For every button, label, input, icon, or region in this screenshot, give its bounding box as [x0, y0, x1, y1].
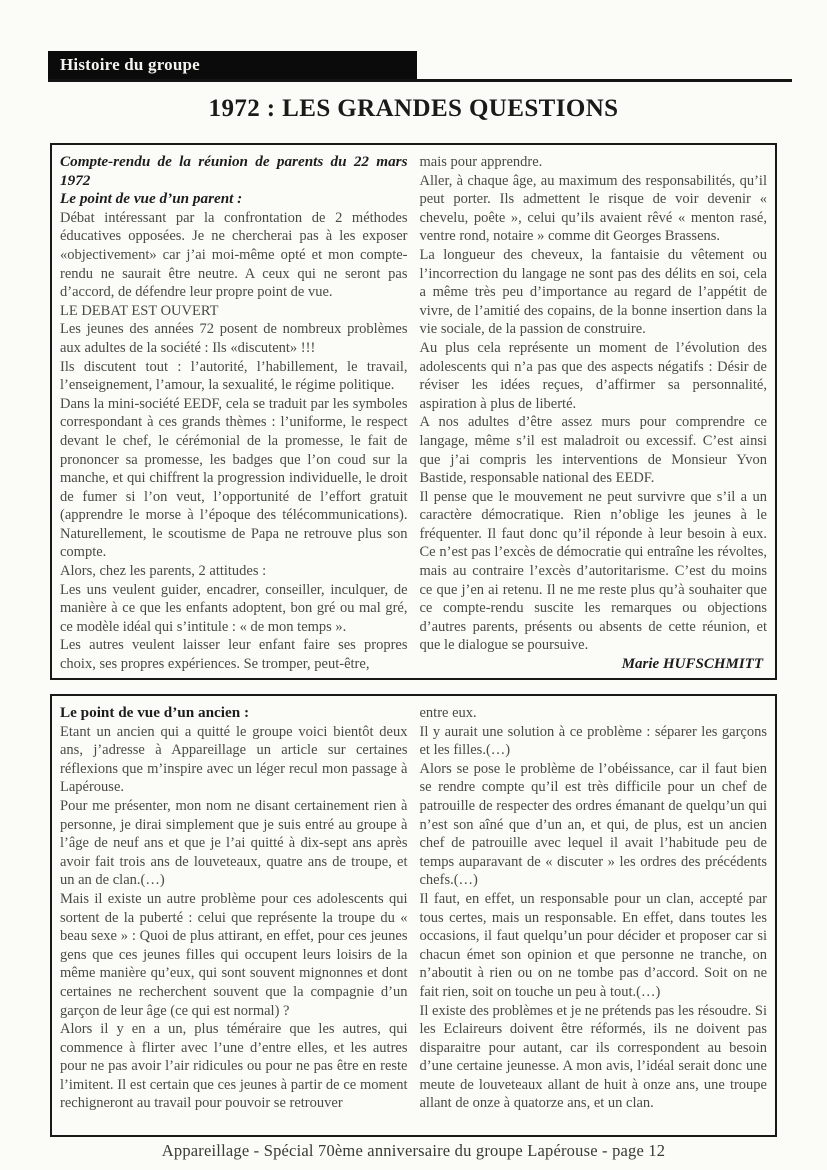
- page-title: 1972 : LES GRANDES QUESTIONS: [208, 95, 619, 122]
- paragraph: Débat intéressant par la confrontation de 2 méthodes éducatives opposées. Je ne chercherai pas à les exposer «objectivement» car j’ai moi-même opté et mon compte-rendu ne saurait être neutre. A ceux qui ne seront pas d’accord, de défendre leur propre point de vue.: [60, 209, 408, 301]
- article1-right-column: [420, 153, 768, 674]
- paragraph: Pour me présenter, mon nom ne disant certainement rien à personne, je dirai simplement que je suis entré au groupe à l’âge de neuf ans et que je l’ai quitté à dix-sept ans après avoir fait trois ans de louveteaux, quatre ans de troupe, et un an de clan.(…): [60, 797, 408, 889]
- paragraph: Dans la mini-société EEDF, cela se traduit par les symboles correspondant à ces grands thèmes : l’uniforme, le respect devant le chef, le cérémonial de la promesse, le fait de prononcer sa promesse, les badges que l’on coud sur la manche, et qui chiffrent la progression individuelle, le droit de fumer si l’on veut, l’opportunité de l’effort gratuit (apprendre le morse à l’époque des télécommunications). Naturellement, le scoutisme de Papa ne retrouve plus son compte.: [60, 395, 408, 561]
- paragraph: LE DEBAT EST OUVERT: [60, 302, 219, 319]
- paragraph: Alors il y en a un, plus téméraire que les autres, qui commence à flirter avec l’une d’entre elles, et les autres pour ne pas avoir l’air ridicules ou pour ne pas être en reste l’imitent. Il est certain que ces jeunes à partir de ce moment rechigneront au travail pour pouvoir se retrouver: [60, 1021, 408, 1112]
- page-footer: Appareillage - Spécial 70ème anniversaire du groupe Lapérouse - page 12: [161, 1141, 666, 1160]
- article2-right-column: [420, 704, 768, 1113]
- paragraph: Les autres veulent laisser leur enfant faire ses propres choix, ses propres expériences. Se tromper, peut-être,: [60, 637, 408, 673]
- article-former-member-box: [50, 694, 777, 1137]
- paragraph: mais pour apprendre.: [419, 154, 543, 170]
- paragraph: Il existe des problèmes et je ne prétends pas les résoudre. Si les Eclaireurs doivent être réformés, ils ne doivent pas disparaitre pour autant, car ils correspondent au besoin d’une certaine jeunesse. A mon avis, l’idéal serait donc une meute de louveteaux allant de huit à onze ans, une troupe allant de onze à quatorze ans, et un clan.: [419, 1002, 767, 1112]
- paragraph: Il faut, en effet, un responsable pour un clan, accepté par tous certes, mais un responsable. En effet, dans toutes les occasions, il faut quelqu’un pour décider et proposer car si chacun émet son opinion et que personne ne tranche, on n’aboutit à rien ou on ne tombe pas d’accord. Soit on ne fait rien, soit on touche un peu à tout.(…): [419, 890, 767, 1000]
- paragraph: Mais il existe un autre problème pour ces adolescents qui sortent de la puberté : celui que représente la troupe du « beau sexe » : Quoi de plus attirant, en effet, pour ces jeunes gens que ces jeunes filles qui occupent leurs loisirs de la même manière qu’eux, qui sont souvent mignonnes et dont certaines ne recherchent souvent que la compagnie d’un garçon de leur âge (ce qui est normal) ?: [60, 890, 408, 1019]
- paragraph: Au plus cela représente un moment de l’évolution des adolescents qui n’a pas que des aspects négatifs : Désir de réviser les idées reçues, d’affirmer sa personnalité, aspiration à plus de liberté.: [419, 339, 767, 412]
- section-header-bar: [48, 51, 417, 80]
- article1-heading-sub: Le point de vue d’un parent :: [60, 190, 243, 208]
- paragraph: Alors, chez les parents, 2 attitudes :: [60, 563, 267, 580]
- header-rule: [48, 79, 792, 82]
- paragraph: Ils discutent tout : l’autorité, l’habillement, le travail, l’enseignement, l’amour, la sexualité, le régime politique.: [60, 358, 408, 394]
- article1-columns: [52, 145, 775, 680]
- paragraph: La longueur des cheveux, la fantaisie du vêtement ou l’incorrection du langage ne sont pas des délits en soi, cela a même très peu d’importance au regard de l’appétit de vivre, de l’amitié des copains, de la bonne insertion dans la vie sociale, de la passion de construire.: [419, 246, 767, 338]
- article2-columns: [52, 696, 775, 1123]
- section-label: Histoire du groupe: [60, 55, 200, 74]
- paragraph: Il pense que le mouvement ne peut survivre que s’il a un caractère démocratique. Rien n’oblige les jeunes à le fréquenter. Il faut donc qu’il réponde à leur besoin à eux. Ce n’est pas l’excès de démocratie qui entraîne les révoltes, mais au contraire l’excès d’autoritarisme. C’est du moins ce que j’en ai retenu. Il ne me reste plus qu’à souhaiter que ce compte-rendu suscite les remarques ou objections d’autres parents, présents ou absents de cette réunion, et que le dialogue se poursuive.: [419, 488, 767, 654]
- paragraph: Aller, à chaque âge, au maximum des responsabilités, qu’il peut porter. Ils admettent le risque de voir devenir « chevelu, poête », celui qu’ils avaient rêvé « menton rasé, ventre rond, notaire » comme dit Georges Brassens.: [419, 172, 767, 245]
- paragraph: entre eux.: [419, 705, 477, 721]
- paragraph: Alors se pose le problème de l’obéissance, car il faut bien se rendre compte qu’il est très difficile pour un chef de patrouille de respecter des ordres émanant de quelqu’un qui n’est son aîné que d’un an, et qui, de plus, est un ancien chef de patrouille avec lequel il avait l’habitude peu de temps auparavant de « discuter » les ordres des précédents chefs.(…): [419, 760, 767, 889]
- paragraph: A nos adultes d’être assez murs pour comprendre ce langage, même s’il est maladroit ou excessif. C’est ainsi que j’ai compris les interventions de Monsieur Yvon Bastide, responsable national des EEDF.: [419, 414, 767, 487]
- paragraph: Les uns veulent guider, encadrer, conseiller, inculquer, de manière à ce que les enfants adoptent, bon gré ou mal gré, ce modèle idéal qui s’intitule : « de mon temps ».: [60, 581, 408, 635]
- article1-left-column: [60, 153, 408, 674]
- article2-heading: Le point de vue d’un ancien :: [60, 704, 250, 721]
- article1-heading-main: Compte-rendu de la réunion de parents du 22 mars 1972: [60, 153, 408, 189]
- paragraph: Il y aurait une solution à ce problème : séparer les garçons et les filles.(…): [419, 723, 767, 759]
- article2-left-column: [60, 704, 408, 1113]
- article-parent-view-box: [50, 143, 777, 680]
- paragraph: Les jeunes des années 72 posent de nombreux problèmes aux adultes de la société : Ils «discutent» !!!: [60, 321, 408, 356]
- article1-signature: Marie HUFSCHMITT: [621, 656, 763, 673]
- paragraph: Etant un ancien qui a quitté le groupe voici bientôt deux ans, j’adresse à Appareillage un article sur certaines réflexions que m’inspire avec un léger recul mon passage à Lapérouse.: [60, 723, 408, 796]
